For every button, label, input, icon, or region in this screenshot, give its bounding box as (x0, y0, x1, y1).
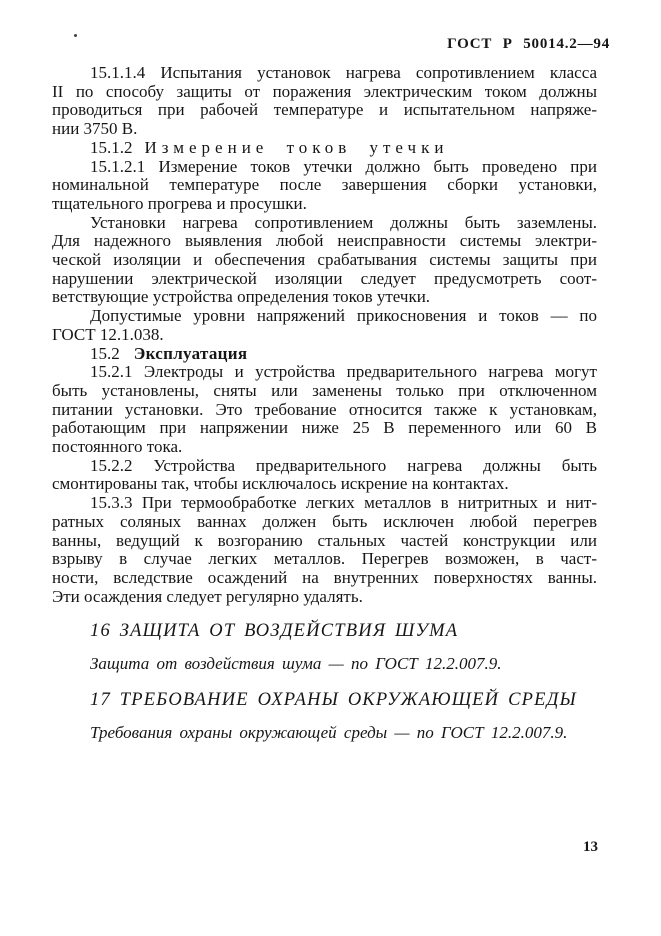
paragraph-15114-line: нии 3750 В. (52, 119, 138, 139)
paragraph-levels-line: ГОСТ 12.1.038. (52, 324, 164, 344)
document-body (52, 64, 597, 743)
paragraph-grounding-line: Установки нагрева сопротивлением должны быть заземлены. (90, 212, 597, 232)
paragraph-1533-line: Эти осаждения следует регулярно удалять. (52, 586, 363, 606)
subsection-heading-152 (52, 345, 597, 364)
paragraph-1522-line: смонтированы так, чтобы исключалось искрение на контактах. (52, 474, 509, 494)
paragraph-15114-line: проводиться при рабочей температуре и испытательном напряже- (52, 100, 597, 120)
paragraph-15114-line: 15.1.1.4 Испытания установок нагрева сопротивлением класса (90, 63, 597, 82)
paragraph-grounding-line: ческой изоляции и обеспечения срабатывания системы защиты при (52, 250, 597, 270)
section-17-text: Требования охраны окружающей среды — по ГОСТ 12.2.007.9. (90, 723, 568, 743)
paragraph-15121-line: 15.1.2.1 Измерение токов утечки должно быть проведено при (90, 156, 597, 176)
paragraph-grounding-line: Для надежного выявления любой неисправности системы электри- (52, 231, 597, 251)
paragraph-1533-line: взрыву в случае легких металлов. Перегрев возможен, в част- (52, 549, 597, 569)
paragraph-1521-line: 15.2.1 Электроды и устройства предварительного нагрева могут (90, 362, 597, 382)
paragraph-15121-line: тщательного прогрева и просушки. (52, 193, 307, 213)
paragraph-levels-line: Допустимые уровни напряжений прикосновения и токов — по (90, 306, 597, 326)
subsection-number: 15.1.2 (90, 137, 133, 157)
paragraph-15121-line: номинальной температуре после завершения сборки установки, (52, 175, 597, 195)
paragraph-1533-line: 15.3.3 При термообработке легких металлов в нитритных и нит- (90, 493, 597, 513)
paragraph-grounding-line: нарушении электрической изоляции следует предусмотреть соот- (52, 268, 597, 288)
standard-number-header: ГОСТ Р 50014.2—94 (447, 36, 610, 52)
subsection-title: Эксплуатация (133, 343, 248, 363)
paragraph-1533-line: ности, вследствие осаждений на внутренних поверхностях ванны. (52, 567, 597, 587)
paragraph-15114-line: II по способу защиты от поражения электрическим током должны (52, 81, 597, 101)
section-17-heading: 17 ТРЕБОВАНИЕ ОХРАНЫ ОКРУЖАЮЩЕЙ СРЕДЫ (90, 690, 577, 711)
subsection-heading-1512 (52, 139, 597, 158)
subsection-number: 15.2 (90, 343, 120, 363)
paragraph-1522-line: 15.2.2 Устройства предварительного нагрева должны быть (90, 455, 597, 475)
paragraph-grounding-line: ветствующие устройства определения токов утечки. (52, 287, 431, 307)
paragraph-1521-line: быть установлены, сняты или заменены только при отключенном (52, 380, 597, 400)
paragraph-1521-line: питании установки. Это требование относится также к установкам, (52, 399, 597, 419)
page-number: 13 (583, 839, 598, 855)
paragraph-1533-line: ванны, ведущий к возгоранию стальных частей конструкции или (52, 530, 597, 550)
subsection-title: Измерение токов утечки (144, 137, 449, 157)
paragraph-1521-line: работающим при напряжении ниже 25 В переменного или 60 В (52, 418, 597, 438)
section-16-text: Защита от воздействия шума — по ГОСТ 12.2.007.9. (90, 654, 502, 674)
paragraph-1533-line: ратных соляных ваннах должен быть исключен любой перегрев (52, 511, 597, 531)
paragraph-1521-line: постоянного тока. (52, 437, 183, 457)
section-16-heading: 16 ЗАЩИТА ОТ ВОЗДЕЙСТВИЯ ШУМА (90, 621, 459, 642)
